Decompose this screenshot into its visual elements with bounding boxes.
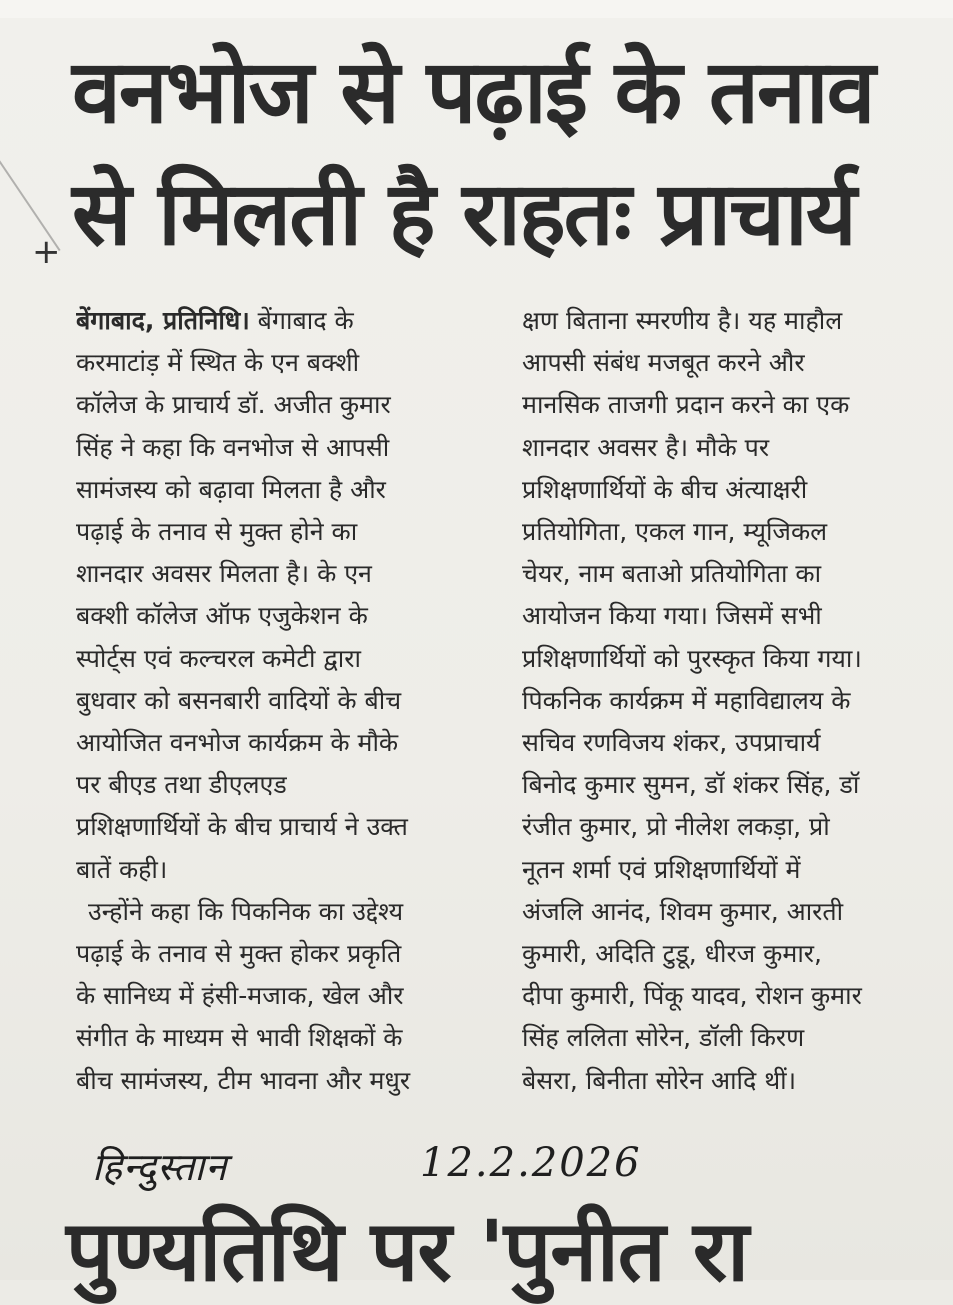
- article-line: नूतन शर्मा एवं प्रशिक्षणार्थियों में: [522, 854, 801, 884]
- article-line: बिनोद कुमार सुमन, डॉ शंकर सिंह, डॉ: [522, 770, 860, 800]
- article-line: स्पोर्ट्स एवं कल्चरल कमेटी द्वारा: [76, 643, 361, 673]
- article-line: बेंगाबाद, प्रतिनिधि। बेंगाबाद के: [76, 306, 354, 335]
- article-line: आयोजन किया गया। जिसमें सभी: [522, 601, 822, 631]
- article-line: सामंजस्य को बढ़ावा मिलता है और: [76, 474, 386, 504]
- top-edge: [0, 0, 953, 18]
- article-line: उन्होंने कहा कि पिकनिक का उद्देश्य: [88, 896, 404, 926]
- article-line: पढ़ाई के तनाव से मुक्त होकर प्रकृति: [76, 939, 402, 969]
- dateline: बेंगाबाद, प्रतिनिधि।: [76, 306, 250, 335]
- headline-line-1: वनभोज से पढ़ाई के तनाव: [72, 40, 874, 143]
- article-line: सिंह ललिता सोरेन, डॉली किरण: [522, 1023, 805, 1053]
- article-line: कॉलेज के प्राचार्य डॉ. अजीत कुमार: [76, 390, 391, 420]
- article-line: दीपा कुमारी, पिंकू यादव, रोशन कुमार: [522, 981, 862, 1011]
- article-line: संगीत के माध्यम से भावी शिक्षकों के: [76, 1023, 403, 1053]
- handwritten-source: हिन्दुस्तान: [92, 1145, 228, 1189]
- article-line: मानसिक ताजगी प्रदान करने का एक: [522, 390, 850, 420]
- article-line: बीच सामंजस्य, टीम भावना और मधुर: [76, 1065, 411, 1095]
- article-line: पढ़ाई के तनाव से मुक्त होने का: [76, 517, 358, 547]
- registration-mark: +: [32, 232, 61, 272]
- article-line: आपसी संबंध मजबूत करने और: [522, 348, 805, 378]
- article-line: पिकनिक कार्यक्रम में महाविद्यालय के: [522, 685, 851, 715]
- headline-line-2: से मिलती है राहतः प्राचार्य: [72, 162, 855, 265]
- article-line: बक्शी कॉलेज ऑफ एजुकेशन के: [76, 601, 368, 631]
- article-line: के सानिध्य में हंसी-मजाक, खेल और: [76, 981, 404, 1011]
- article-column-left: [76, 300, 496, 1102]
- article-line: प्रशिक्षणार्थियों के बीच प्राचार्य ने उक्त: [76, 812, 408, 842]
- article-line: बुधवार को बसनबारी वादियों के बीच: [76, 685, 402, 715]
- article-line: प्रशिक्षणार्थियों के बीच अंत्याक्षरी: [522, 474, 808, 504]
- article-line: शानदार अवसर है। मौके पर: [522, 432, 770, 462]
- article-line: पर बीएड तथा डीएलएड: [76, 770, 287, 800]
- article-line: बातें कही।: [76, 854, 168, 884]
- article-line: करमाटांड़ में स्थित के एन बक्शी: [76, 348, 360, 378]
- article-line: आयोजित वनभोज कार्यक्रम के मौके: [76, 728, 399, 758]
- article-line: सिंह ने कहा कि वनभोज से आपसी: [76, 432, 390, 462]
- handwritten-date: 12.2.2026: [420, 1140, 642, 1186]
- article-line: शानदार अवसर मिलता है। के एन: [76, 559, 372, 589]
- article-line: बेसरा, बिनीता सोरेन आदि थीं।: [522, 1065, 797, 1095]
- article-column-right: [522, 300, 932, 1102]
- article-line: प्रतियोगिता, एकल गान, म्यूजिकल: [522, 517, 828, 547]
- article-line: सचिव रणविजय शंकर, उपप्राचार्य: [522, 728, 821, 758]
- article-line: अंजलि आनंद, शिवम कुमार, आरती: [522, 896, 844, 926]
- article-line: रंजीत कुमार, प्रो नीलेश लकड़ा, प्रो: [522, 812, 830, 842]
- article-line: कुमारी, अदिति टुडू, धीरज कुमार,: [522, 939, 822, 969]
- article-line: क्षण बिताना स्मरणीय है। यह माहौल: [522, 306, 843, 335]
- next-article-headline: पुण्यतिथि पर 'पुनीत रा: [66, 1202, 748, 1300]
- article-line: चेयर, नाम बताओ प्रतियोगिता का: [522, 559, 822, 589]
- article-line: प्रशिक्षणार्थियों को पुरस्कृत किया गया।: [522, 643, 862, 673]
